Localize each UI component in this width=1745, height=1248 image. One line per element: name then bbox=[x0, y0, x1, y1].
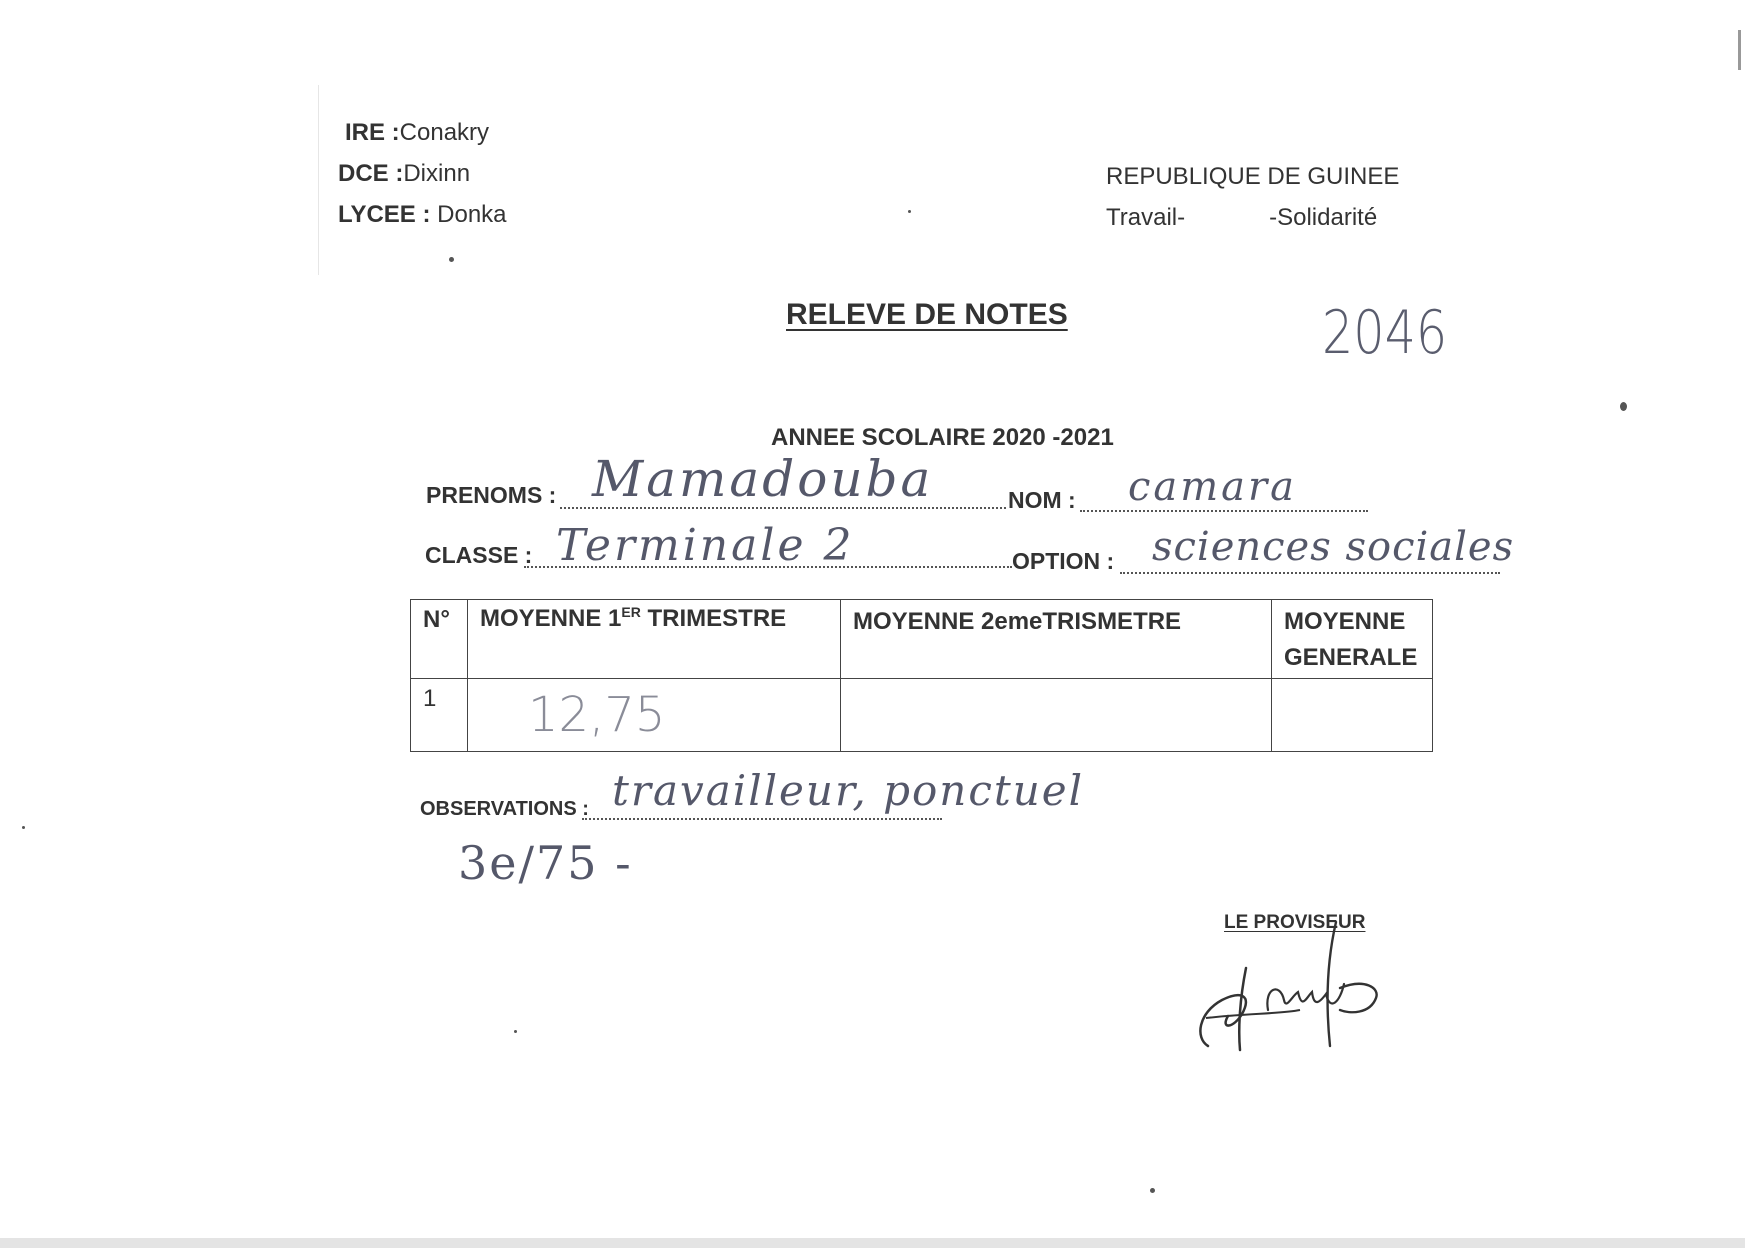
grades-table bbox=[410, 599, 1433, 752]
nom-label: NOM : bbox=[1008, 487, 1076, 513]
option-dots bbox=[1120, 572, 1500, 574]
ire-line bbox=[345, 119, 489, 147]
classe-label: CLASSE : bbox=[425, 542, 533, 568]
observations-label: OBSERVATIONS : bbox=[420, 798, 589, 820]
scan-speck bbox=[1620, 402, 1627, 411]
scan-edge-right bbox=[1738, 30, 1741, 70]
header-t1-prefix: MOYENNE 1 bbox=[480, 605, 622, 632]
document-title: RELEVE DE NOTES bbox=[786, 298, 1068, 331]
header-num: N° bbox=[411, 600, 468, 679]
handwritten-number: 2046 bbox=[1322, 298, 1448, 368]
dce-value: Dixinn bbox=[403, 160, 471, 187]
option-value: sciences sociales bbox=[1152, 524, 1515, 570]
row-num: 1 bbox=[411, 679, 468, 752]
row-moyenne-generale bbox=[1272, 679, 1433, 752]
table-header-row bbox=[411, 600, 1433, 679]
country-name: REPUBLIQUE DE GUINEE bbox=[1106, 163, 1400, 190]
observations-value: travailleur, ponctuel bbox=[612, 766, 1085, 815]
dce-label: DCE : bbox=[338, 160, 404, 187]
header-trimestre-1-text bbox=[468, 600, 840, 637]
scan-speck bbox=[514, 1030, 517, 1033]
motto-end: -Solidarité bbox=[1269, 204, 1378, 231]
scan-edge-bottom bbox=[0, 1238, 1745, 1248]
prenoms-label: PRENOMS : bbox=[426, 482, 557, 508]
lycee-value: Donka bbox=[437, 201, 507, 228]
ire-label: IRE : bbox=[345, 119, 400, 146]
nom-dots bbox=[1080, 510, 1368, 512]
signature-title: LE PROVISEUR bbox=[1224, 912, 1366, 933]
header-trimestre-2: MOYENNE 2emeTRISMETRE bbox=[841, 600, 1272, 679]
classe-value: Terminale 2 bbox=[556, 520, 855, 571]
scan-speck bbox=[22, 826, 25, 829]
observations-dots bbox=[582, 818, 942, 820]
observations-rank: 3e/75 - bbox=[458, 836, 633, 890]
margin-line bbox=[318, 85, 319, 275]
scan-speck bbox=[1150, 1188, 1155, 1193]
school-year: ANNEE SCOLAIRE 2020 -2021 bbox=[771, 424, 1114, 451]
nom-value: camara bbox=[1128, 464, 1297, 510]
dce-line bbox=[338, 160, 470, 188]
option-label: OPTION : bbox=[1012, 548, 1115, 574]
principal-signature bbox=[1190, 918, 1430, 1063]
ire-value: Conakry bbox=[399, 119, 490, 146]
table-row bbox=[411, 679, 1433, 752]
header-t1-suffix: TRIMESTRE bbox=[640, 605, 787, 632]
prenoms-value: Mamadouba bbox=[592, 450, 934, 508]
signature-scribble bbox=[1190, 918, 1430, 1058]
lycee-label: LYCEE : bbox=[338, 201, 431, 228]
header-t1-sup: ER bbox=[621, 604, 641, 620]
lycee-line bbox=[338, 201, 507, 229]
scan-speck bbox=[908, 210, 911, 213]
header-trimestre-1 bbox=[468, 600, 841, 679]
row-trimestre-1: 12,75 bbox=[468, 679, 841, 752]
country-motto bbox=[1106, 204, 1377, 232]
header-moyenne-generale: MOYENNE GENERALE bbox=[1272, 600, 1433, 679]
row-trimestre-2 bbox=[841, 679, 1272, 752]
scan-speck bbox=[449, 257, 454, 262]
motto-start: Travail- bbox=[1106, 204, 1186, 231]
